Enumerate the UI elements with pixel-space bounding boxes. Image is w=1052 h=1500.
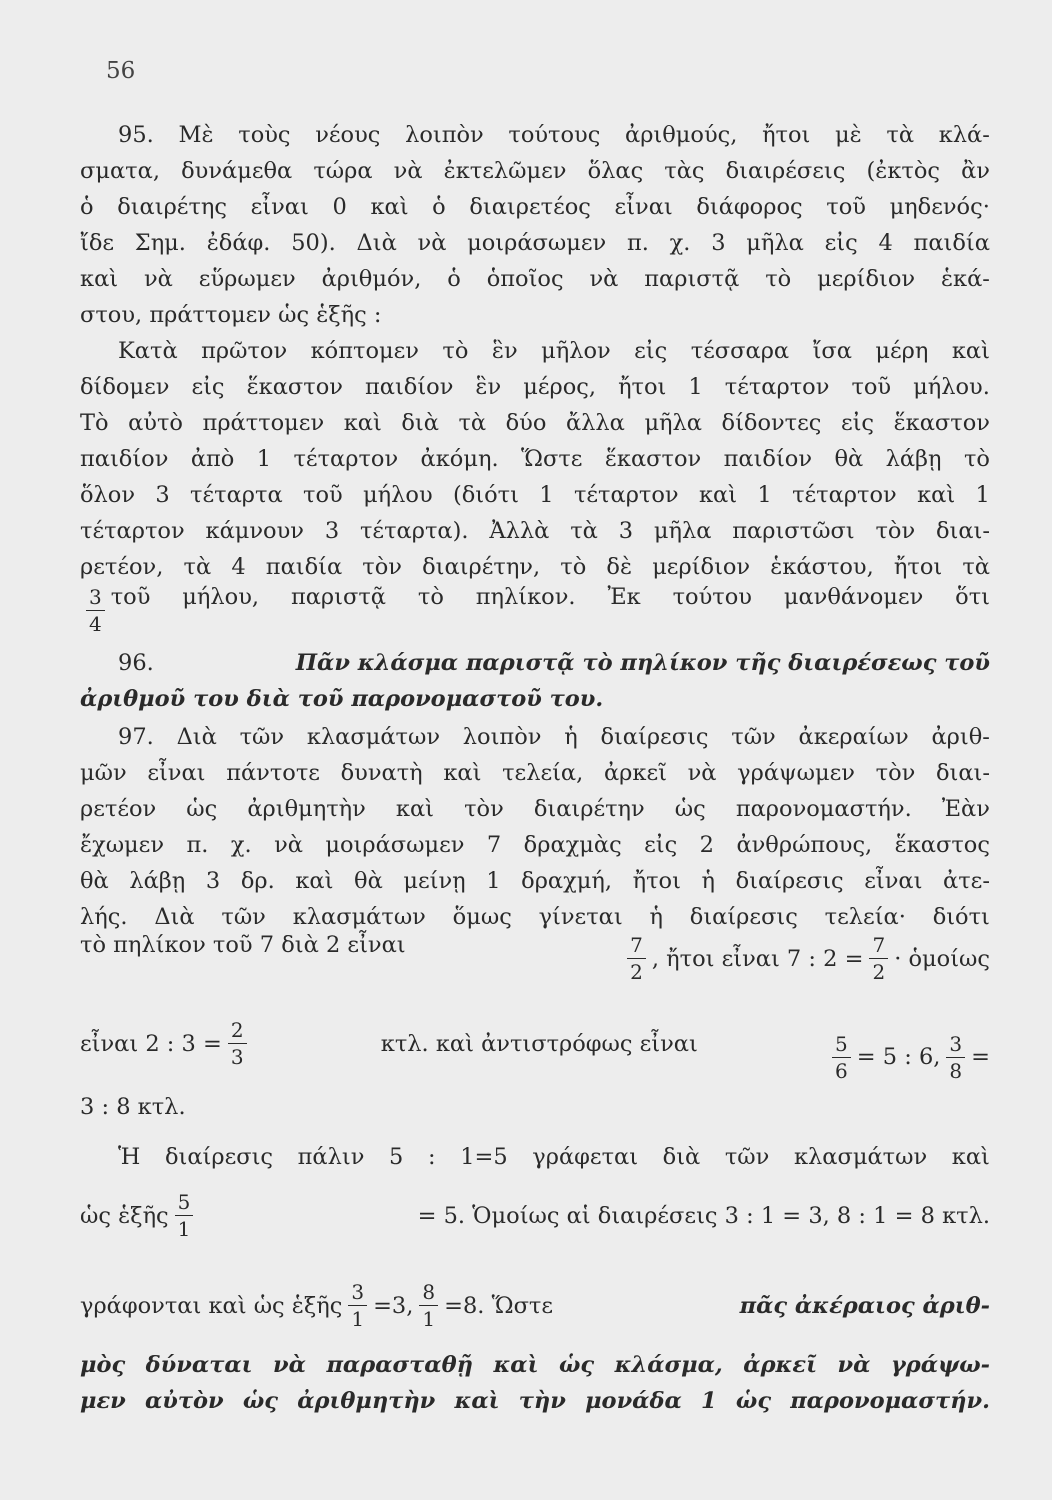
p97-line-1: 97. Διὰ τῶν κλασμάτων λοιπὸν ἡ διαίρεσις τῶν ἀκεραίων ἀριθ-	[118, 724, 990, 750]
p95-line-13: ρετέον, τὰ 4 παιδία τὸν διαιρέτην, τὸ δὲ μερίδιον ἑκάστου, ἤτοι τὰ	[80, 554, 990, 580]
p97-line-14: μεν αὐτὸν ὡς ἀριθμητὴν καὶ τὴν μονάδα 1 ὡς παρονομαστήν.	[80, 1388, 990, 1414]
p95-line-2: σματα, δυνάμεθα τώρα νὰ ἐκτελῶμεν ὅλας τὰς διαιρέσεις (ἐκτὸς ἂν	[80, 158, 990, 184]
p95-line-12: τέταρτον κάμνουν 3 τέταρτα). Ἀλλὰ τὰ 3 μῆλα παριστῶσι τὸν διαι-	[80, 518, 990, 544]
fraction-7-2-b: $\frac{7}{2}$	[869, 935, 888, 982]
p95-line-1: 95. Μὲ τοὺς νέους λοιπὸν τούτους ἀριθμούς, ἤτοι μὲ τὰ κλά-	[118, 122, 990, 148]
p95-line-9: Τὸ αὐτὸ πράττομεν καὶ διὰ τὰ δύο ἄλλα μῆλα δίδοντες εἰς ἕκαστον	[80, 410, 990, 436]
fraction-7-2: $\frac{7}{2}$	[627, 935, 646, 982]
fraction-2-3: $\frac{2}{3}$	[228, 1020, 247, 1067]
fraction-3-1: $\frac{3}{1}$	[348, 1282, 367, 1329]
p97-line-13: μὸς δύναται νὰ παρασταθῇ καὶ ὡς κλάσμα, ἀρκεῖ νὰ γράψω-	[80, 1352, 990, 1378]
p95-line-10: παιδίον ἀπὸ 1 τέταρτον ἀκόμη. Ὥστε ἕκαστον παιδίον θὰ λάβῃ τὸ	[80, 446, 990, 472]
page-number: 56	[106, 58, 136, 84]
p97-line-10: Ἡ διαίρεσις πάλιν 5 : 1=5 γράφεται διὰ τῶν κλασμάτων καὶ	[118, 1144, 990, 1170]
p97-line-6: λής. Διὰ τῶν κλασμάτων ὅμως γίνεται ἡ διαίρεσις τελεία· διότι	[80, 904, 990, 930]
p97-line-7: τὸ πηλίκον τοῦ 7 διὰ 2 εἶναι $\frac{7}{2}$ , ἤτοι εἶναι 7 : 2 = $\frac{7}{2}$ · ὁμοίως	[80, 932, 990, 984]
p95-line-7: Κατὰ πρῶτον κόπτομεν τὸ ἓν μῆλον εἰς τέσσαρα ἴσα μέρη καὶ	[118, 338, 990, 364]
p95-line-14: $\frac{3}{4}$ τοῦ μήλου, παριστᾷ τὸ πηλίκον. Ἐκ τούτου μανθάνομεν ὅτι	[80, 582, 990, 634]
p96-line-1	[118, 648, 990, 678]
p97-line-3: ρετέον ὡς ἀριθμητὴν καὶ τὸν διαιρέτην ὡς παρονομαστήν. Ἐὰν	[80, 796, 990, 822]
p97-line-2: μῶν εἶναι πάντοτε δυνατὴ καὶ τελεία, ἀρκεῖ νὰ γράψωμεν τὸν διαι-	[80, 760, 990, 786]
p96-line-2: ἀριθμοῦ του διὰ τοῦ παρονομαστοῦ του.	[80, 686, 604, 712]
p97-line-5: θὰ λάβῃ 3 δρ. καὶ θὰ μείνῃ 1 δραχμή, ἤτοι ἡ διαίρεσις εἶναι ἀτε-	[80, 868, 990, 894]
fraction-5-1: $\frac{5}{1}$	[175, 1192, 194, 1239]
p96-statement: Πᾶν κλάσμα παριστᾷ τὸ πηλίκον τῆς διαιρέσεως τοῦ	[295, 650, 990, 676]
p95-line-6: στου, πράττομεν ὡς ἑξῆς :	[80, 302, 382, 328]
p95-line-8: δίδομεν εἰς ἕκαστον παιδίον ἓν μέρος, ἤτοι 1 τέταρτον τοῦ μήλου.	[80, 374, 990, 400]
fraction-8-1: $\frac{8}{1}$	[419, 1282, 438, 1329]
p95-line-5: καὶ νὰ εὕρωμεν ἀριθμόν, ὁ ὁποῖος νὰ παριστᾷ τὸ μερίδιον ἑκά-	[80, 266, 990, 292]
p97-line-12: γράφονται καὶ ὡς ἑξῆς $\frac{3}{1}$ =3, $\frac{8}{1}$ =8. Ὥστε πᾶς ἀκέραιος ἀριθ-	[80, 1280, 990, 1331]
fraction-3-4: $\frac{3}{4}$	[86, 587, 105, 634]
fraction-5-6: $\frac{5}{6}$	[832, 1034, 851, 1081]
p95-line-4: ἴδε Σημ. ἐδάφ. 50). Διὰ νὰ μοιράσωμεν π. χ. 3 μῆλα εἰς 4 παιδία	[80, 230, 990, 256]
p97-line-4: ἔχωμεν π. χ. νὰ μοιράσωμεν 7 δραχμὰς εἰς 2 ἀνθρώπους, ἕκαστος	[80, 832, 990, 858]
p96-number: 96.	[118, 650, 154, 676]
p97-line-11: ὡς ἑξῆς $\frac{5}{1}$ = 5. Ὁμοίως αἱ διαιρέσεις 3 : 1 = 3, 8 : 1 = 8 κτλ.	[80, 1190, 990, 1241]
p95-line-3: ὁ διαιρέτης εἶναι 0 καὶ ὁ διαιρετέος εἶναι διάφορος τοῦ μηδενός·	[80, 194, 990, 220]
p97-line-8: εἶναι 2 : 3 = $\frac{2}{3}$ κτλ. καὶ ἀντιστρόφως εἶναι $\frac{5}{6}$ = 5 : 6, $\frac{3}{8}$ =	[80, 1018, 990, 1083]
p95-line-11: ὅλον 3 τέταρτα τοῦ μήλου (διότι 1 τέταρτον καὶ 1 τέταρτον καὶ 1	[80, 482, 990, 508]
fraction-3-8: $\frac{3}{8}$	[946, 1034, 965, 1081]
p97-line-9: 3 : 8 κτλ.	[80, 1094, 186, 1120]
